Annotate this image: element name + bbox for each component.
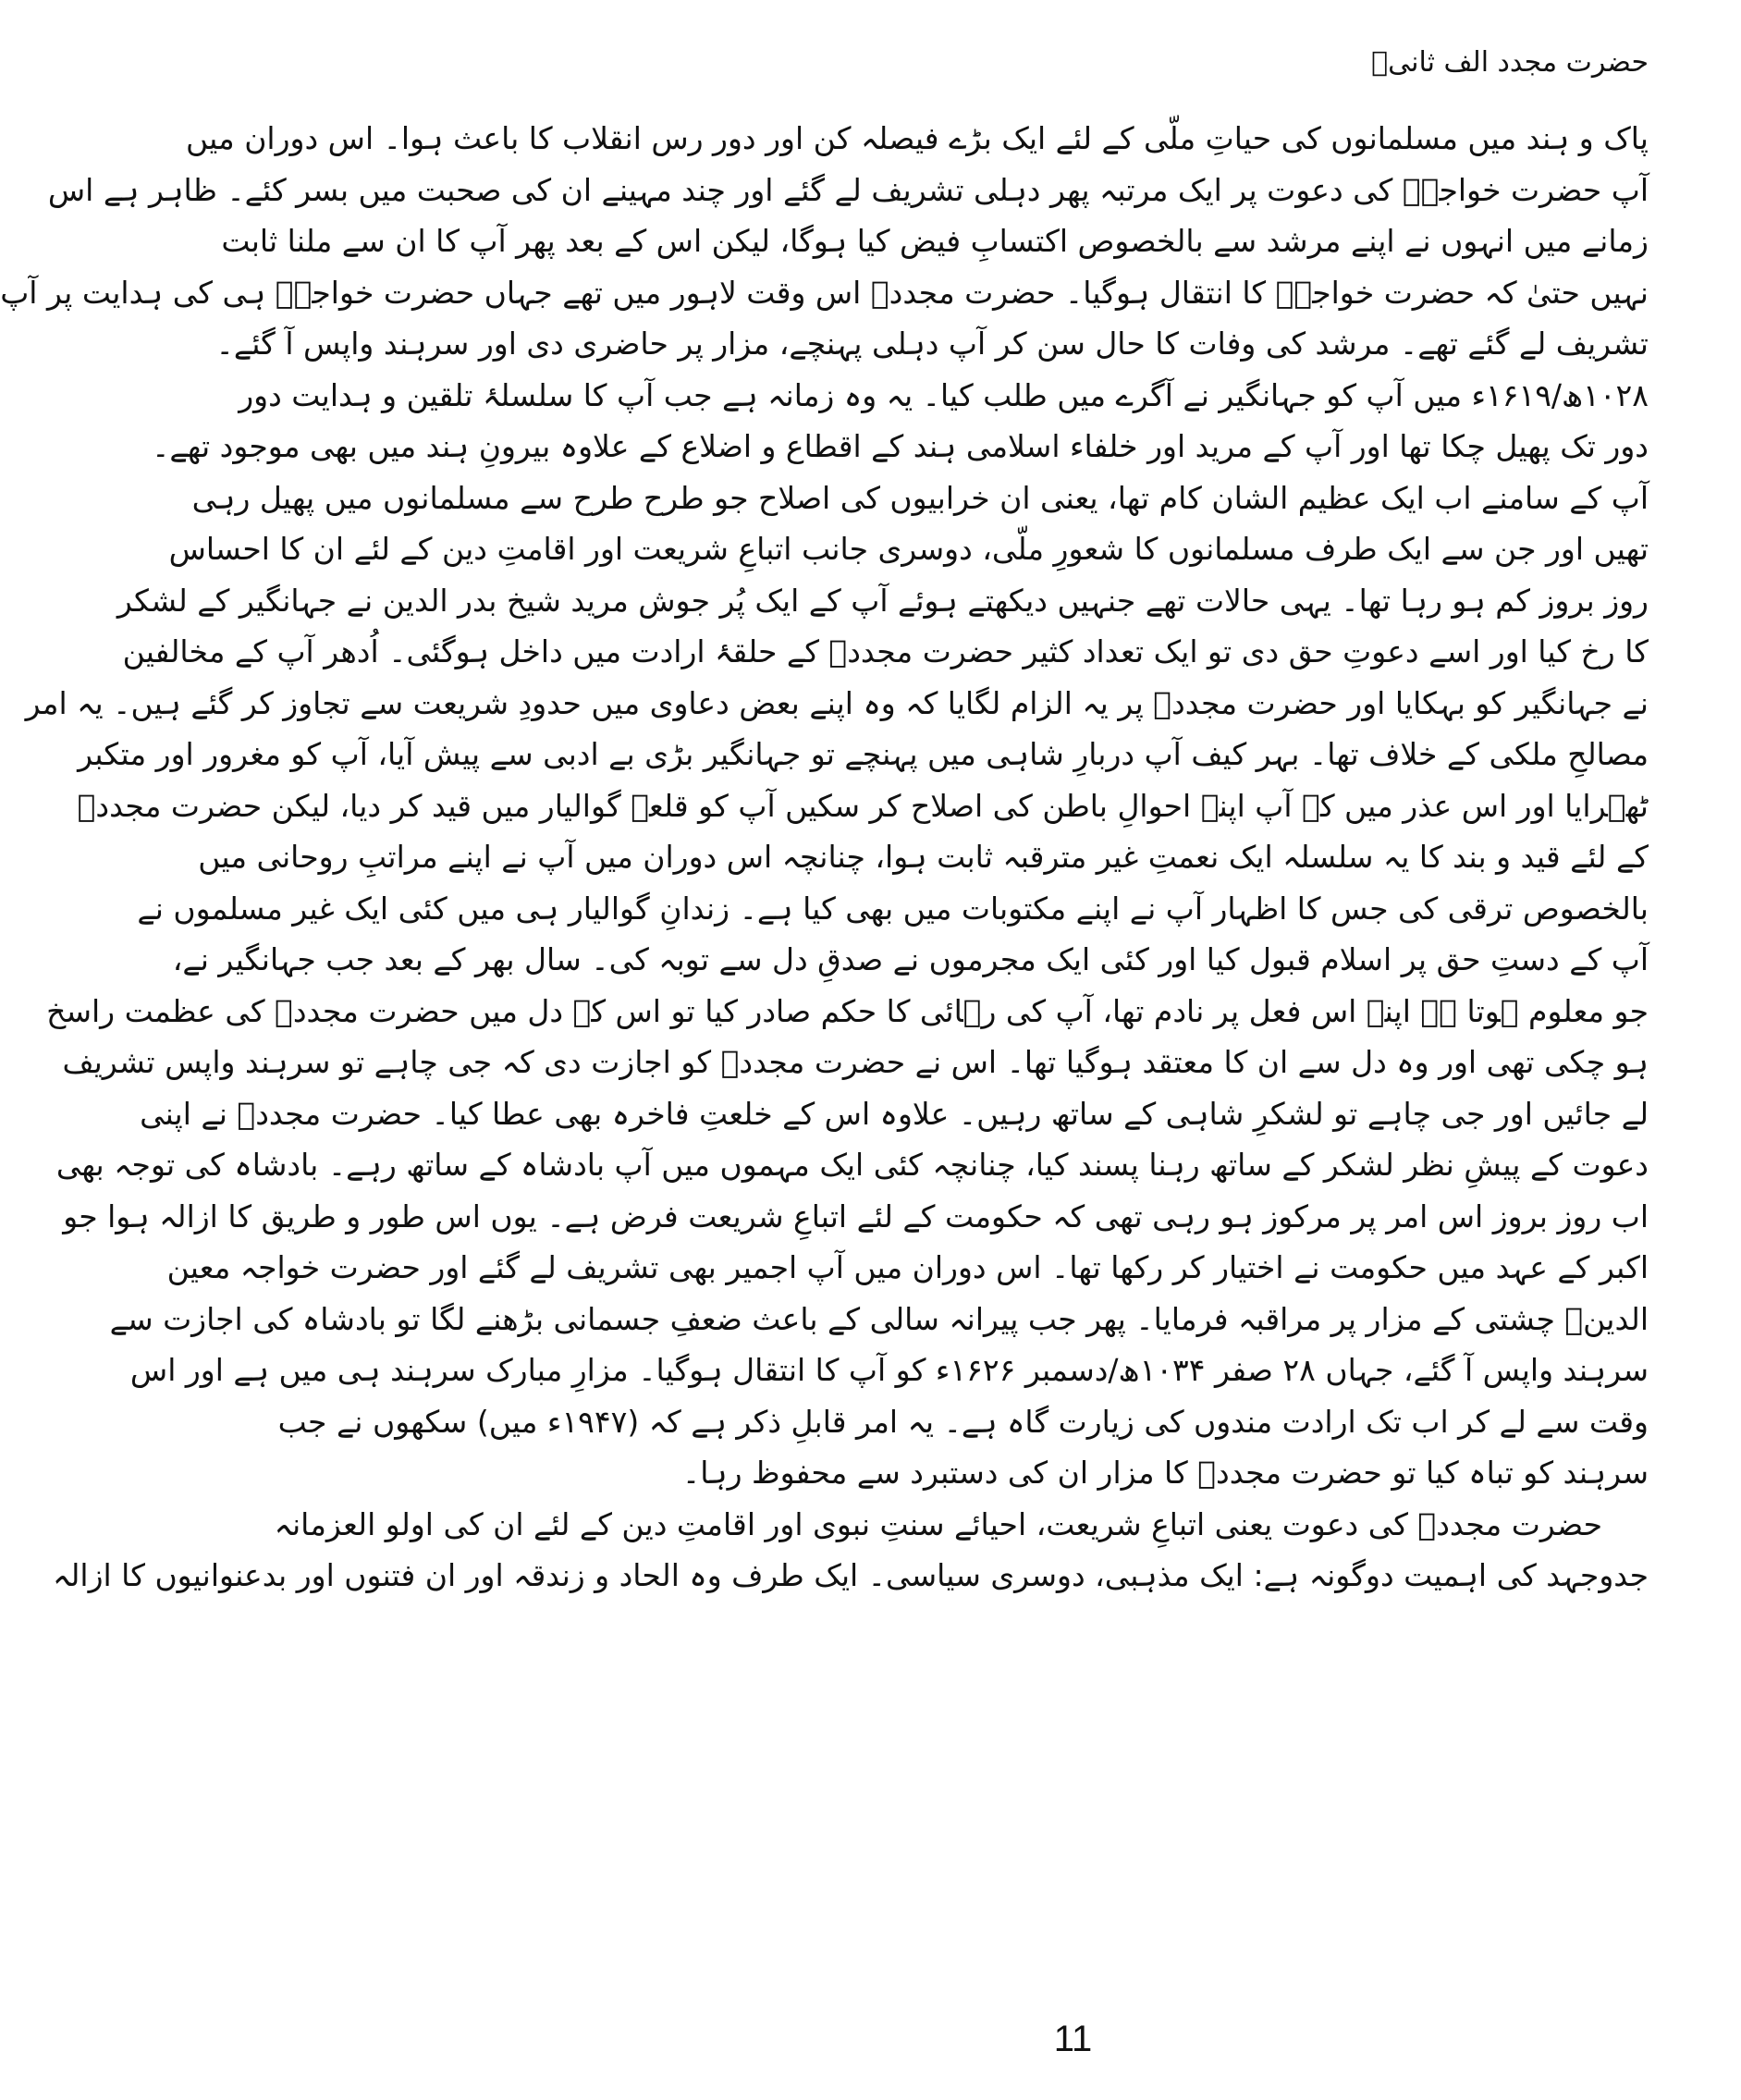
text-line: مصالحِ ملکی کے خلاف تھا۔ بہر کیف آپ دربارِ شاہی میں پہنچے تو جہانگیر بڑی بے ادبی سے پیش آیا، آپ کو مغرور اور متکبر [78,736,1649,772]
text-line: ہو چکی تھی اور وہ دل سے ان کا معتقد ہوگیا تھا۔ اس نے حضرت مجددؒ کو اجازت دی کہ جی چاہے تو سرہند واپس تشریف [62,1044,1649,1080]
text-line: وقت سے لے کر اب تک ارادت مندوں کی زیارت گاہ ہے۔ یہ امر قابلِ ذکر ہے کہ (۱۹۴۷ء میں) سکھوں نے جب [277,1403,1649,1440]
text-line: جو معلوم ہوتا ہے اپنے اس فعل پر نادم تھا، آپ کی رہائی کا حکم صادر کیا تو اس کے دل میں حضرت مجددؒ کی عظمت راسخ [46,992,1649,1029]
running-header: حضرت مجدد الف ثانیؒ [1371,46,1649,79]
text-line: دور تک پھیل چکا تھا اور آپ کے مرید اور خلفاء اسلامی ہند کے اقطاع و اضلاع کے علاوہ بیرونِ ہند میں بھی موجود تھے۔ [152,428,1649,464]
text-line: الدینؒ چشتی کے مزار پر مراقبہ فرمایا۔ پھر جب پیرانہ سالی کے باعث ضعفِ جسمانی بڑھنے لگا تو بادشاہ کی اجازت سے [109,1300,1649,1337]
text-line: زمانے میں انہوں نے اپنے مرشد سے بالخصوص اکتسابِ فیض کیا ہوگا، لیکن اس کے بعد پھر آپ کا ان سے ملنا ثابت [221,223,1649,259]
text-line: آپ کے سامنے اب ایک عظیم الشان کام تھا، یعنی ان خرابیوں کی اصلاح جو طرح طرح سے مسلمانوں میں پھیل رہی [191,479,1649,516]
text-line: نے جہانگیر کو بہکایا اور حضرت مجددؒ پر یہ الزام لگایا کہ وہ اپنے بعض دعاوی میں حدودِ شریعت سے تجاوز کر گئے ہیں۔ یہ امر [25,684,1649,721]
text-line: ٹھہرایا اور اس عذر میں کہ آپ اپنے احوالِ باطن کی اصلاح کر سکیں آپ کو قلعۂ گوالیار میں قید کر دیا، لیکن حضرت مجددؒ [77,787,1649,824]
text-line: حضرت مجددؒ کی دعوت یعنی اتباعِ شریعت، احیائے سنتِ نبوی اور اقامتِ دین کے لئے ان کی اولو العزمانہ [274,1505,1602,1542]
text-line: تشریف لے گئے تھے۔ مرشد کی وفات کا حال سن کر آپ دہلی پہنچے، مزار پر حاضری دی اور سرہند واپس آ گئے۔ [215,325,1649,362]
text-line: اب روز بروز اس امر پر مرکوز ہو رہی تھی کہ حکومت کے لئے اتباعِ شریعت فرض ہے۔ یوں اس طور و طریق کا ازالہ ہوا جو [63,1197,1649,1234]
text-line: سرہند واپس آ گئے، جہاں ۲۸ صفر ۱۰۳۴ھ/دسمبر ۱۶۲۶ء کو آپ کا انتقال ہوگیا۔ مزارِ مبارک سرہند ہی میں ہے اور اس [129,1352,1649,1388]
text-line: لے جائیں اور جی چاہے تو لشکرِ شاہی کے ساتھ رہیں۔ علاوہ اس کے خلعتِ فاخرہ بھی عطا کیا۔ حضرت مجددؒ نے اپنی [140,1095,1649,1132]
text-line: سرہند کو تباہ کیا تو حضرت مجددؒ کا مزار ان کی دستبرد سے محفوظ رہا۔ [681,1455,1649,1491]
text-line: بالخصوص ترقی کی جس کا اظہار آپ نے اپنے مکتوبات میں بھی کیا ہے۔ زندانِ گوالیار ہی میں کئی ایک غیر مسلموں نے [137,890,1649,927]
body-text [0,113,1649,1602]
text-line: ۱۰۲۸ھ/۱۶۱۹ء میں آپ کو جہانگیر نے آگرے میں طلب کیا۔ یہ وہ زمانہ ہے جب آپ کا سلسلۂ تلقین و ہدایت دور [239,376,1649,413]
text-line: پاک و ہند میں مسلمانوں کی حیاتِ ملّی کے لئے ایک بڑے فیصلہ کن اور دور رس انقلاب کا باعث ہوا۔ اس دوران میں [185,120,1649,156]
text-line: نہیں حتیٰ کہ حضرت خواجہؒ کا انتقال ہوگیا۔ حضرت مجددؒ اس وقت لاہور میں تھے جہاں حضرت خواجہؒ ہی کی ہدایت پر آپ [0,274,1649,311]
text-line: جدوجہد کی اہمیت دوگونہ ہے: ایک مذہبی، دوسری سیاسی۔ ایک طرف وہ الحاد و زندقہ اور ان فتنوں اور بدعنوانیوں کا ازالہ [53,1557,1649,1593]
text-line: دعوت کے پیشِ نظر لشکر کے ساتھ رہنا پسند کیا، چنانچہ کئی ایک مہموں میں آپ بادشاہ کے ساتھ رہے۔ بادشاہ کی توجہ بھی [55,1147,1649,1183]
text-line: کا رخ کیا اور اسے دعوتِ حق دی تو ایک تعداد کثیر حضرت مجددؒ کے حلقۂ ارادت میں داخل ہوگئی۔ اُدھر آپ کے مخالفین [122,633,1649,669]
text-line: اکبر کے عہد میں حکومت نے اختیار کر رکھا تھا۔ اس دوران میں آپ اجمیر بھی تشریف لے گئے اور حضرت خواجہ معین [166,1249,1649,1285]
text-line: روز بروز کم ہو رہا تھا۔ یہی حالات تھے جنہیں دیکھتے ہوئے آپ کے ایک پُر جوش مرید شیخ بدر الدین نے جہانگیر کے لشکر [116,582,1649,619]
page-number: 11 [1053,2019,1093,2059]
text-line: تھیں اور جن سے ایک طرف مسلمانوں کا شعورِ ملّی، دوسری جانب اتباعِ شریعت اور اقامتِ دین کے لئے ان کا احساس [168,531,1649,567]
text-line: آپ حضرت خواجہؒ کی دعوت پر ایک مرتبہ پھر دہلی تشریف لے گئے اور چند مہینے ان کی صحبت میں بسر کئے۔ ظاہر ہے اس [47,171,1649,208]
text-line: آپ کے دستِ حق پر اسلام قبول کیا اور کئی ایک مجرموں نے صدقِ دل سے توبہ کی۔ سال بھر کے بعد جب جہانگیر نے، [172,941,1649,977]
text-line: کے لئے قید و بند کا یہ سلسلہ ایک نعمتِ غیر مترقبہ ثابت ہوا، چنانچہ اس دوران میں آپ نے اپنے مراتبِ روحانی میں [198,839,1649,875]
